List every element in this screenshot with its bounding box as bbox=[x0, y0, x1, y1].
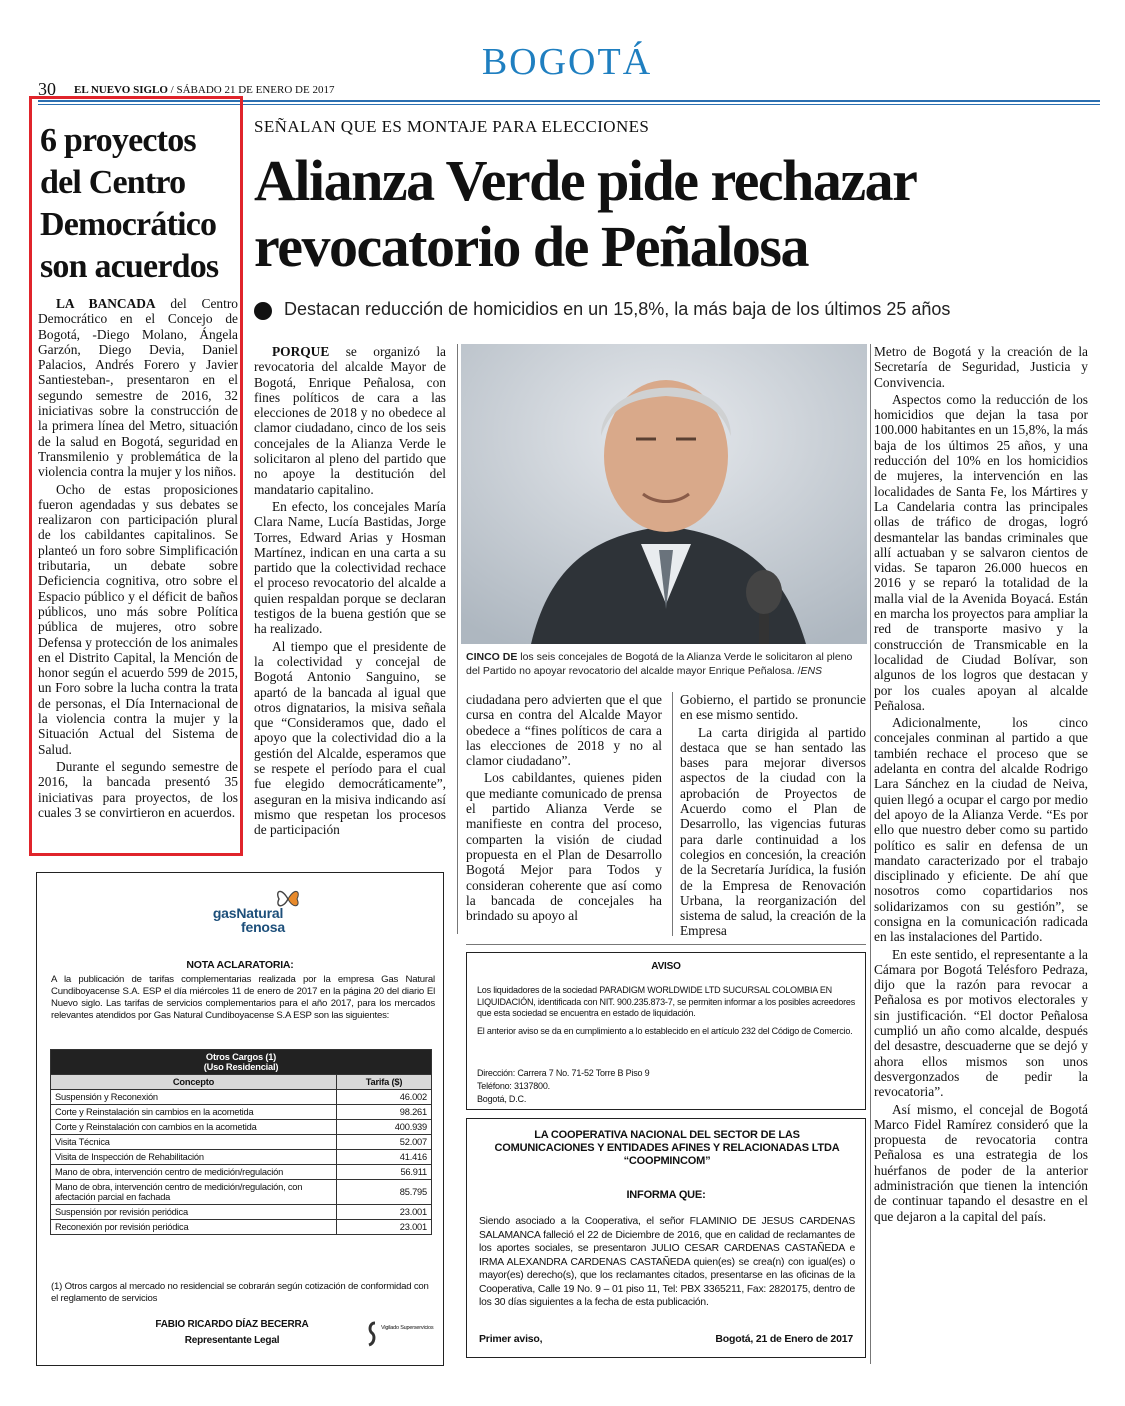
aviso-address: Dirección: Carrera 7 No. 71-52 Torre B Piso 9 bbox=[477, 1068, 650, 1078]
bullet-icon bbox=[254, 302, 272, 320]
story-column-2 bbox=[466, 692, 662, 925]
issue-date: / SÁBADO 21 DE ENERO DE 2017 bbox=[170, 84, 335, 96]
rate-concepto: Visita Técnica bbox=[51, 1135, 337, 1150]
section-title: BOGOTÁ bbox=[481, 41, 653, 83]
rate-tarifa: 400.939 bbox=[337, 1120, 432, 1135]
story-column-4 bbox=[874, 344, 1088, 1226]
rate-concepto: Mano de obra, intervención centro de medición/regulación, con afectación parcial en fachada bbox=[51, 1180, 337, 1205]
rate-tarifa: 41.416 bbox=[337, 1150, 432, 1165]
table-row bbox=[51, 1165, 432, 1180]
story-column-3 bbox=[680, 692, 866, 941]
rate-tarifa: 46.002 bbox=[337, 1090, 432, 1105]
rates-table bbox=[50, 1049, 432, 1235]
gas-natural-logo bbox=[183, 891, 313, 935]
kicker: SEÑALAN QUE ES MONTAJE PARA ELECCIONES bbox=[254, 117, 650, 136]
story-paragraph: Gobierno, el partido se pronuncie en ese mismo sentido. bbox=[680, 692, 866, 723]
rate-concepto: Visita de Inspección de Rehabilitación bbox=[51, 1150, 337, 1165]
gas-natural-ad bbox=[36, 872, 444, 1366]
coop-title: LA COOPERATIVA NACIONAL DEL SECTOR DE LAS COMUNICACIONES Y ENTIDADES AFINES Y RELACIONADAS LTDA “COOPMINCOM” bbox=[494, 1129, 840, 1167]
superservicios-icon bbox=[367, 1321, 377, 1349]
caption-credit: ENS bbox=[800, 665, 823, 677]
aviso-title: AVISO bbox=[651, 961, 681, 972]
rate-concepto: Reconexión por revisión periódica bbox=[51, 1220, 337, 1235]
table-row bbox=[51, 1180, 432, 1205]
column-header-concepto: Concepto bbox=[51, 1075, 337, 1090]
column-rule bbox=[457, 344, 458, 934]
photo-enrique-penalosa bbox=[461, 344, 867, 644]
aviso-city: Bogotá, D.C. bbox=[477, 1094, 527, 1104]
newspaper-name: EL NUEVO SIGLO bbox=[74, 84, 168, 96]
photo-caption bbox=[466, 650, 866, 678]
rate-tarifa: 98.261 bbox=[337, 1105, 432, 1120]
signer-role: Representante Legal bbox=[184, 1335, 280, 1346]
coop-footer-left: Primer aviso, bbox=[479, 1333, 543, 1345]
main-headline: Alianza Verde pide rechazar revocatorio de Peñalosa bbox=[254, 148, 916, 279]
ad-intro: A la publicación de tarifas complementarias realizada por la empresa Gas Natural Cundiboyacense S.A. ESP el día miércoles 11 de enero de 2017 en la página 20 del diario El Nuevo siglo. Las tarifas de servicios complementarios para el año 2017, para los mercados relevantes atendidos por Gas Natural Cundiboyacense S.A ESP son las siguientes: bbox=[51, 974, 435, 1021]
rate-tarifa: 56.911 bbox=[337, 1165, 432, 1180]
page-number: 30 bbox=[38, 79, 56, 99]
coop-footer-right: Bogotá, 21 de Enero de 2017 bbox=[715, 1333, 853, 1345]
story-paragraph: Al tiempo que el presidente de la colectividad y concejal de Bogotá Antonio Sanguino, se apartó de la bancada al igual que otros dignatarios, la misiva señala que “Consideramos que, dado el apoyo que la colectividad dio a la gestión del Alcalde, esperamos que se respete el período para el cual fue elegido democráticamente”, aseguran en la misiva indicando así mismo que respetan los procesos de participación bbox=[254, 638, 446, 838]
column-rule bbox=[672, 692, 673, 936]
story-paragraph: ciudadana pero advierten que el que cursa en contra del Alcalde Mayor obedece a “fines políticos de cara a las elecciones de 2018 y no al clamor ciudadano”. bbox=[466, 692, 662, 769]
ad-separator bbox=[466, 944, 866, 945]
caption-lead: CINCO DE bbox=[466, 651, 518, 663]
rate-concepto: Corte y Reinstalación con cambios en la acometida bbox=[51, 1120, 337, 1135]
vigilado-label: Vigilado Superservicios bbox=[381, 1325, 434, 1331]
signer-name: FABIO RICARDO DÍAZ BECERRA bbox=[155, 1319, 309, 1330]
table-row bbox=[51, 1120, 432, 1135]
story-column-1 bbox=[254, 344, 446, 840]
aviso-ad bbox=[466, 952, 866, 1110]
table-row bbox=[51, 1135, 432, 1150]
table-row bbox=[51, 1205, 432, 1220]
portrait-illustration bbox=[461, 344, 867, 644]
story-paragraph: La carta dirigida al partido destaca que se han sentado las bases para mejorar diversos aspectos de la ciudad con la aprobación de Proyectos de Acuerdo como el Plan de Desarrollo, las vigencias futuras para darle continuidad a los colegios en concesión, la creación de la Secretaría Jurídica, la fusión de la Empresa de Renovación Urbana, la reorganización del sistema de salud, la creación de la Empresa bbox=[680, 724, 866, 939]
table-row bbox=[51, 1220, 432, 1235]
masthead bbox=[74, 84, 334, 96]
story-paragraph: Adicionalmente, los cinco concejales conminan al partido a que también rechace el proceso que se adelanta en contra del alcalde Rodrigo Lara Sánchez en la ciudad de Neiva, quien llegó a ocupar el cargo por medio del apoyo de la Alianza Verde. “Es por ello que nuestro deber como su partido político es salir en defensa de un mandato caracterizado por el trabajo disciplinado y eficiente. De ahí que nosotros como copartidarios nos solidarizamos con su gestión”, se consigna en la comunicación radicada en las instalaciones del Partido. bbox=[874, 715, 1088, 945]
logo-text-1: gasNatural bbox=[212, 905, 284, 921]
aviso-phone: Teléfono: 3137800. bbox=[477, 1081, 550, 1091]
ad-title: NOTA ACLARATORIA: bbox=[186, 959, 294, 971]
rate-concepto: Suspensión por revisión periódica bbox=[51, 1205, 337, 1220]
aviso-body: Los liquidadores de la sociedad PARADIGM WORLDWIDE LTD SUCURSAL COLOMBIA EN LIQUIDACIÓN, identificada con NIT. 900.235.873-7, se permiten informar a los posibles acreedores que esta sociedad se encuentra en estado de liquidación. bbox=[477, 985, 855, 1018]
story-paragraph: Aspectos como la reducción de los homicidios que dejan la tasa por 100.000 habitantes en un 15,8%, la más baja de los últimos 25 años, y una reducción del 10% en los homicidios de mujeres, la intervención en las localidades de Santa Fe, los Mártires y La Candelaria contra las principales ollas de tráfico de drogas, logró desmantelar las bandas criminales que allí actuaban y se salvaron cientos de vidas. Se taparon 26.000 huecos en 2016 y se reparó la totalidad de la malla vial de la Avenida Boyacá. Están en marcha los proyectos para ampliar la red de transporte masivo y la construcción de Transmicable en la localidad de Ciudad Bolívar, son algunos de los logros que destacan y por los cuales apoyan al alcalde Peñalosa. bbox=[874, 391, 1088, 713]
story-lead: PORQUE bbox=[272, 344, 330, 359]
story-paragraph: En efecto, los concejales María Clara Name, Lucía Bastidas, Jorge Torres, Edward Arias y Hosman Martínez, indican en una carta a su partido que la colectividad rechace el proceso revocatorio del alcalde a quien respaldan porque se declaran testigos de la buena gestión que se ha realizado. bbox=[254, 498, 446, 637]
table-title: Otros Cargos (1) (Uso Residencial) bbox=[51, 1050, 432, 1075]
sidebar-paragraph: LA BANCADA del Centro Democrático en el Concejo de Bogotá, -Diego Molano, Ángela Garzón, Diego Devia, Daniel Palacios, Andrés Forero y Javier Santiesteban-, presentaron en el segundo semestre de 2016, 32 iniciativas sobre la construcción de la primera línea del Metro, situación de la salud en Bogotá, seguridad en Transmilenio y problemática de la violencia contra la mujer y los niños. bbox=[38, 296, 238, 480]
coopmincom-ad bbox=[466, 1118, 866, 1358]
rate-tarifa: 85.795 bbox=[337, 1180, 432, 1205]
table-footnote: (1) Otros cargos al mercado no residencial se cobrarán según cotización de conformidad con el reglamento de servicios bbox=[51, 1281, 429, 1304]
sidebar-headline: 6 proyectos del Centro Democrático son acuerdos bbox=[40, 122, 219, 285]
caption-text: los seis concejales de Bogotá de la Alianza Verde le solicitaron al pleno del Partido no apoyar revocatorio del alcalde mayor Enrique Peñalosa. / bbox=[466, 651, 853, 677]
column-rule bbox=[870, 344, 871, 1364]
story-paragraph: En este sentido, el representante a la Cámara por Bogotá Telésforo Pedraza, dijo que la razón para revocar a Peñalosa es por motivos electorales y sin justificación. “El doctor Peñalosa cumplió un año como alcalde, después del desastre, descuaderne que se dejó y ahora ellos mismos son unos desvergonzados de pedir la revocatoria”. bbox=[874, 946, 1088, 1100]
table-row bbox=[51, 1150, 432, 1165]
story-paragraph: Los cabildantes, quienes piden que mediante comunicado de prensa el partido Alianza Verde se manifieste en contra del proceso, comparten la visión de ciudad propuesta en el Plan de Desarrollo Bogotá Mejor para Todos y consideran coherente que así como la bancada de concejales ha brindado su apoyo al bbox=[466, 770, 662, 924]
rate-tarifa: 23.001 bbox=[337, 1205, 432, 1220]
table-row bbox=[51, 1105, 432, 1120]
rate-concepto: Suspensión y Reconexión bbox=[51, 1090, 337, 1105]
sidebar-paragraph: Durante el segundo semestre de 2016, la bancada presentó 35 iniciativas para proyectos, de los cuales 3 se convirtieron en acuerdos. bbox=[38, 758, 238, 820]
sidebar-lead: LA BANCADA bbox=[56, 296, 156, 311]
sidebar-paragraph: Ocho de estas proposiciones fueron agendadas y sus debates se realizaron con participación plural de los cabildantes capitalinos. Se planteó un foro sobre Simplificación tributaria, un debate sobre Deficiencia cognitiva, otro sobre el Espacio público y el déficit de baños públicos, uno más sobre Política pública de mujeres, otro sobre Defensa y protección de los animales en el Distrito Capital, la Mención de honor según el acuerdo 599 de 2015, un Foro sobre la lucha contra la trata de personas, el Día Internacional de la violencia contra la mujer y la Situación Actual del Sistema de Salud. bbox=[38, 481, 238, 757]
rate-tarifa: 23.001 bbox=[337, 1220, 432, 1235]
story-paragraph: Así mismo, el concejal de Bogotá Marco Fidel Ramírez consideró que la propuesta de revocatoria contra Peñalosa es una estrategia de los huérfanos de poder de la anterior administración que tienen la intención de continuar tapando el desastre en el que dejaron a la capital del país. bbox=[874, 1101, 1088, 1224]
coop-body: Siendo asociado a la Cooperativa, el señor FLAMINIO DE JESUS CARDENAS SALAMANCA falleció el 22 de Diciembre de 2016, que en calidad de reclamantes de los aportes sociales, se presentaron JULIO CESAR CARDENAS CASTAÑEDA e IRMA ALEXANDRA CARDENAS CASTAÑEDA quien(es) se crea(n) con igual(es) o mayor(es) derecho(s), que los reclamantes citados, presentarse en las oficinas de la Cooperativa, Calle 19 No. 9 – 01 piso 11, Tel: PBX 3365211, Fax: 2820175, dentro de los 30 días siguientes a la fecha de esta publicación. bbox=[479, 1216, 855, 1308]
rate-tarifa: 52.007 bbox=[337, 1135, 432, 1150]
story-paragraph: PORQUE se organizó la revocatoria del alcalde Mayor de Bogotá, Enrique Peñalosa, con fines políticos de cara a las elecciones de 2018 y no obedece al clamor ciudadano, cinco de los seis concejales de la Alianza Verde le solicitaron al pleno del partido que no apoye la destitución del mandatario capitalino. bbox=[254, 344, 446, 497]
aviso-note: El anterior aviso se da en cumplimiento a lo establecido en el artículo 232 del Código de Comercio. bbox=[477, 1026, 853, 1036]
rate-concepto: Mano de obra, intervención centro de medición/regulación bbox=[51, 1165, 337, 1180]
butterfly-icon bbox=[275, 887, 301, 911]
logo-text-2: fenosa bbox=[241, 919, 285, 935]
coop-informa: INFORMA QUE: bbox=[626, 1189, 706, 1201]
rate-concepto: Corte y Reinstalación sin cambios en la acometida bbox=[51, 1105, 337, 1120]
table-row bbox=[51, 1090, 432, 1105]
column-header-tarifa: Tarifa ($) bbox=[337, 1075, 432, 1090]
story-paragraph: Metro de Bogotá y la creación de la Secretaría de Seguridad, Justicia y Convivencia. bbox=[874, 344, 1088, 390]
subheadline: Destacan reducción de homicidios en un 15,8%, la más baja de los últimos 25 años bbox=[284, 299, 951, 319]
sidebar-body bbox=[38, 296, 238, 822]
